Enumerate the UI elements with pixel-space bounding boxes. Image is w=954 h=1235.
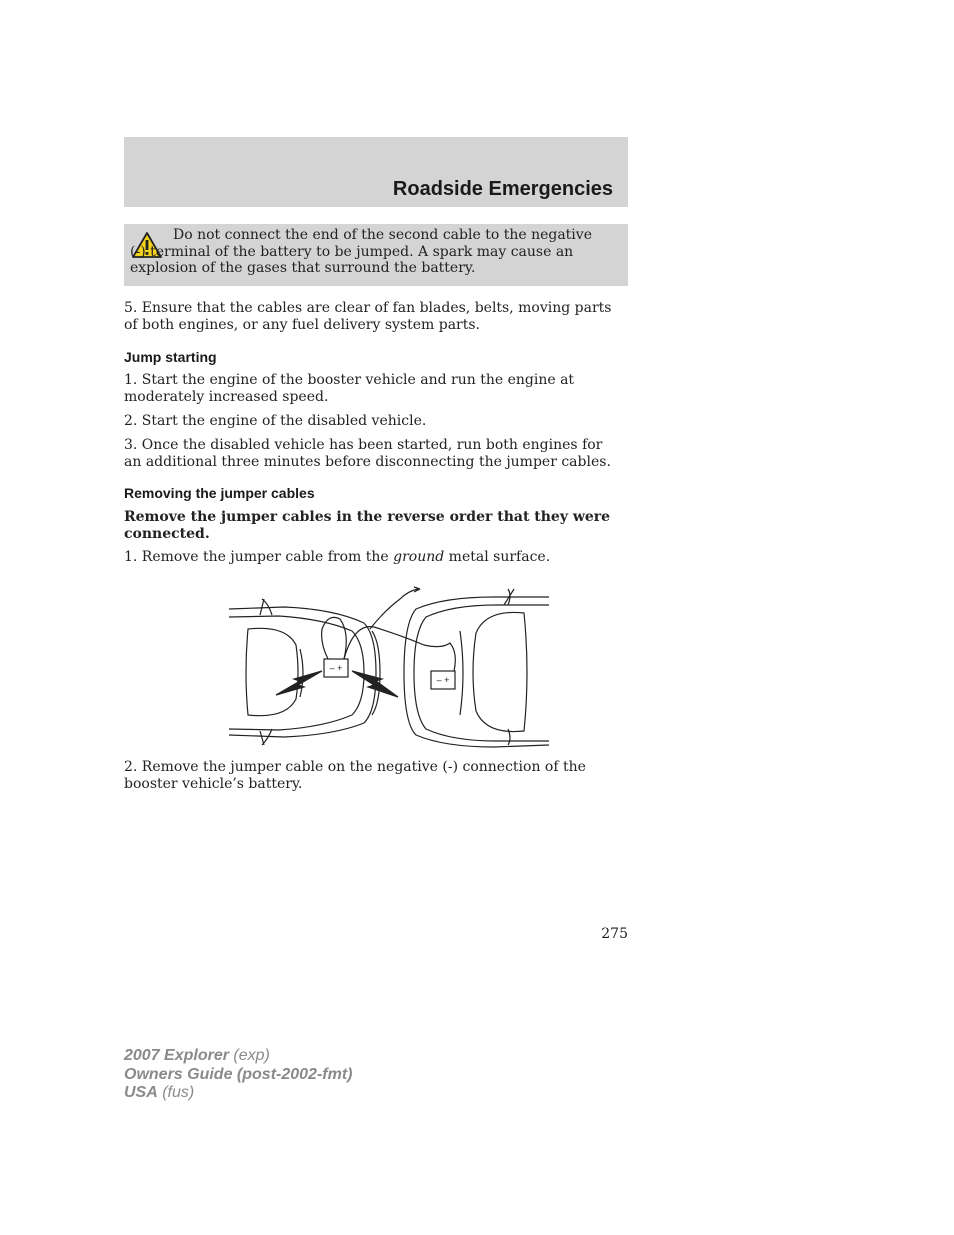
- disabled-vehicle-drawing: [404, 589, 549, 747]
- remove-step-1: [124, 549, 619, 566]
- removing-cables-heading: Removing the jumper cables: [124, 485, 315, 501]
- remove-step-2: 2. Remove the jumper cable on the negative (-) connection of the booster vehicle’s battery.: [124, 759, 586, 792]
- booster-battery: [324, 659, 348, 677]
- remove-step-1-suffix: metal surface.: [444, 549, 551, 565]
- jumper-cable-illustration: [224, 583, 554, 748]
- footer-line-1: [124, 1047, 352, 1066]
- reverse-order-note: Remove the jumper cables in the reverse order that they were connected.: [124, 509, 611, 542]
- disabled-battery: [431, 671, 455, 689]
- footer-line-3: [124, 1084, 352, 1103]
- footer-market: USA: [124, 1084, 158, 1101]
- footer-market-code: (fus): [157, 1084, 195, 1101]
- warning-box: [124, 224, 628, 286]
- jump-step-3: 3. Once the disabled vehicle has been started, run both engines for an additional three minutes before disconnecting the jumper cables.: [124, 437, 611, 470]
- page-number: 275: [601, 926, 628, 942]
- remove-step-1-ground: ground: [393, 549, 445, 565]
- remove-step-1-prefix: 1. Remove the jumper cable from the: [124, 549, 394, 565]
- footer-model-code: (exp): [228, 1047, 270, 1064]
- booster-battery-label: – +: [329, 663, 343, 673]
- warning-text: Do not connect the end of the second cable to the negative (-) terminal of the battery to be jumped. A spark may cause an explosion of the gases that surround the battery.: [130, 227, 592, 276]
- footer-model: 2007 Explorer: [124, 1047, 229, 1064]
- jump-starting-heading: Jump starting: [124, 349, 217, 365]
- document-footer: [124, 1047, 352, 1103]
- section-title: Roadside Emergencies: [392, 178, 613, 200]
- jump-step-2: 2. Start the engine of the disabled vehicle.: [124, 413, 427, 429]
- jump-step-1: 1. Start the engine of the booster vehicle and run the engine at moderately increased speed.: [124, 372, 575, 405]
- step-5-paragraph: 5. Ensure that the cables are clear of fan blades, belts, moving parts of both engines, or any fuel delivery system parts.: [124, 300, 612, 333]
- footer-line-2: Owners Guide (post-2002-fmt): [124, 1065, 353, 1083]
- disabled-battery-label: – +: [436, 675, 450, 685]
- section-header-band: [124, 137, 628, 207]
